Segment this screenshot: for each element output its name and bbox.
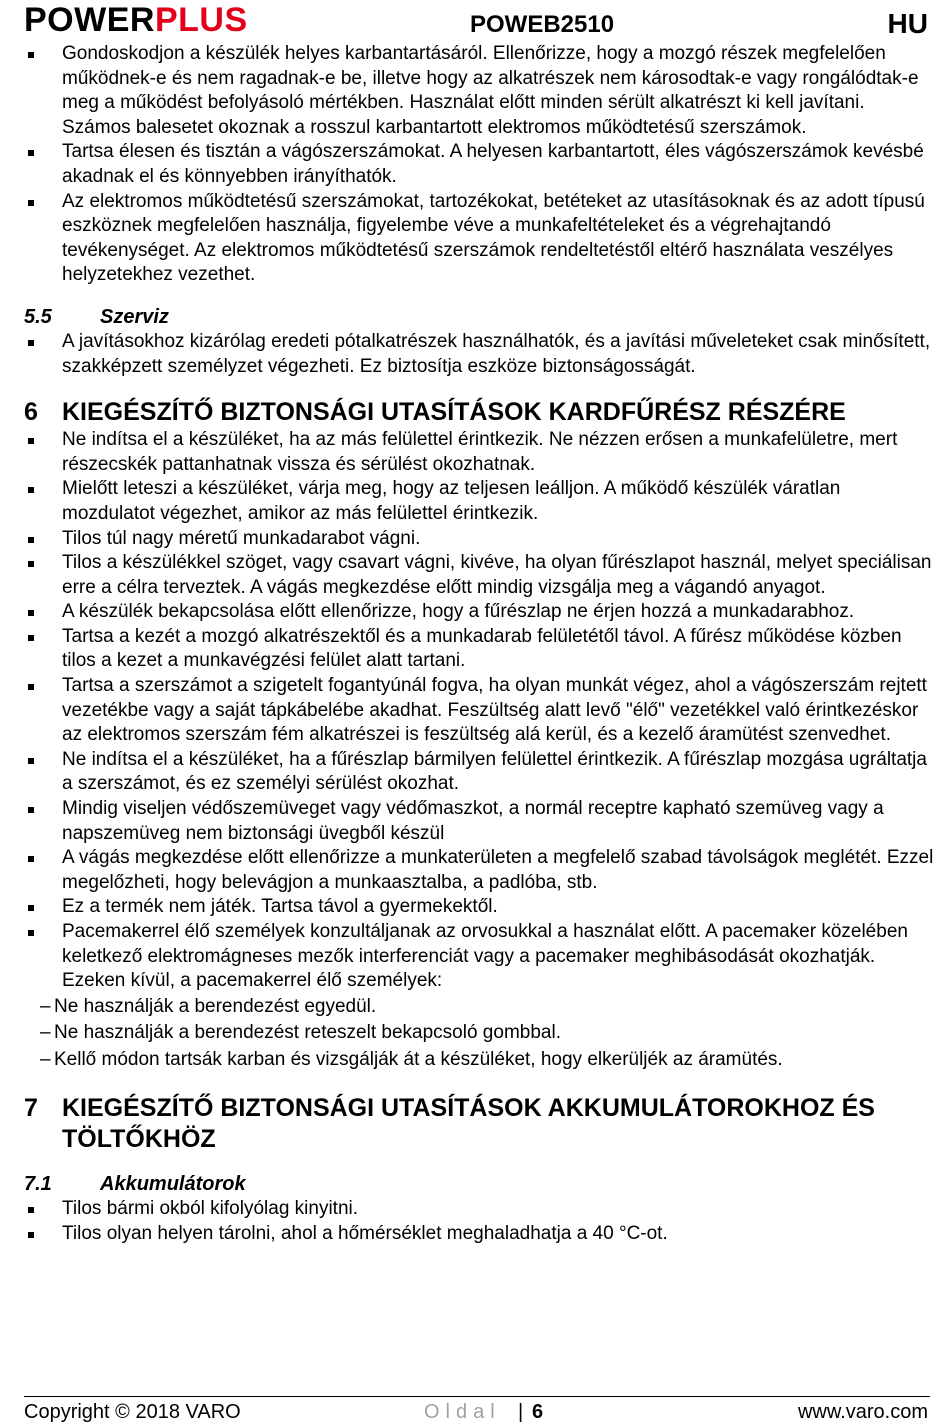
list-item: Tilos bármi okból kifolyólag kinyitni. [24, 1197, 934, 1222]
service-bullet-list [24, 330, 934, 379]
document-body [24, 42, 934, 1246]
list-item: Tartsa a szerszámot a szigetelt fogantyúnál fogva, ha olyan munkát végez, ahol a vágószerszám rejtett vezetékbe vagy a saját tápkábelébe akadhat. Feszültség alatt levő "élő" vezetékkel való érintkezéskor az elektromos szerszám fém alkatrészei is feszültség alá kerül, és a kezelő áramütést szenvedhet. [24, 674, 934, 748]
list-item: Az elektromos működtetésű szerszámokat, tartozékokat, betéteket az utasításoknak és az adott típusú eszköznek megfelelően használja, figyelembe véve a munkafeltételeket és a végrehajtandó tevékenységet. Az elektromos működtetésű szerszámok rendeltetéstől eltérő használata veszélyes helyzetekhez vezethet. [24, 190, 934, 288]
battery-bullet-list [24, 1197, 934, 1246]
logo-plus: PLUS [154, 1, 248, 39]
list-item: Tilos túl nagy méretű munkadarabot vágni. [24, 527, 934, 552]
page-footer [0, 1392, 950, 1424]
logo-power: POWER [24, 1, 155, 39]
list-item: Tartsa élesen és tisztán a vágószerszámokat. A helyesen karbantartott, éles vágószerszámok kevésbé akadnak el és könnyebben irányíthatók. [24, 140, 934, 189]
pacemaker-sub-item: – Ne használják a berendezést reteszelt bekapcsoló gombbal. [40, 1022, 561, 1044]
page-separator: | [518, 1401, 524, 1423]
list-item: Ne indítsa el a készüléket, ha az más felülettel érintkezik. Ne nézzen erősen a munkafelületre, mert részecskék pattanhatnak vissza és sérülést okozhatnak. [24, 428, 934, 477]
page-header [0, 0, 950, 44]
list-item: A készülék bekapcsolása előtt ellenőrizze, hogy a fűrészlap ne érjen hozzá a munkadarabhoz. [24, 600, 934, 625]
list-item: Ez a termék nem játék. Tartsa távol a gyermekektől. [24, 895, 934, 920]
pacemaker-sub-item: – Ne használják a berendezést egyedül. [40, 995, 377, 1017]
copyright-text: Copyright © 2018 VARO [24, 1401, 241, 1423]
chapter-heading-6: 6 KIEGÉSZÍTŐ BIZTONSÁGI UTASÍTÁSOK KARDFŰRÉSZ RÉSZÉRE [24, 398, 846, 427]
maintenance-bullet-list [24, 42, 934, 288]
list-item: Tilos olyan helyen tárolni, ahol a hőmérséklet meghaladhatja a 40 °C-ot. [24, 1222, 934, 1247]
list-item: Pacemakerrel élő személyek konzultáljanak az orvosukkal a használat előtt. A pacemaker közelében keletkező elektromágneses mezők interferenciát vagy a pacemaker meghibásodását okozhatják. Ezeken kívül, a pacemakerrel élő személyek: [24, 920, 934, 994]
list-item: Mielőtt leteszi a készüléket, várja meg, hogy az teljesen leálljon. A működő készülék váratlan mozdulatot végezhet, amikor az más felülettel érintkezik. [24, 477, 934, 526]
section-heading-5-5: 5.5 Szerviz [24, 305, 169, 328]
list-item: Mindig viseljen védőszemüveget vagy védőmaszkot, a normál receptre kapható szemüveg vagy a napszemüveg nem biztonsági üvegből készül [24, 797, 934, 846]
powerplus-logo [24, 0, 248, 40]
list-item: Ne indítsa el a készüléket, ha a fűrészlap bármilyen felülettel érintkezik. A fűrészlap mozgása ugráltatja a szerszámot, és ez személyi sérülést okozhat. [24, 748, 934, 797]
page-number: 6 [532, 1401, 544, 1423]
pacemaker-sub-item: – Kellő módon tartsák karban és vizsgálják át a készüléket, hogy elkerüljék az áramütés. [40, 1048, 783, 1070]
list-item: Gondoskodjon a készülék helyes karbantartásáról. Ellenőrizze, hogy a mozgó részek megfelelően működnek-e és nem ragadnak-e be, illetve hogy az alkatrészek nem károsodtak-e vagy rongálódtak-e meg a működést befolyásoló mértékben. Használat előtt minden sérült alkatrészt ki kell javítani. Számos balesetet okoznak a rosszul karbantartott elektromos működtetésű szerszámok. [24, 42, 934, 140]
list-item: A vágás megkezdése előtt ellenőrizze a munkaterületen a megfelelő szabad távolságok meglétét. Ezzel megelőzheti, hogy belevágjon a munkaasztalba, a padlóba, stb. [24, 846, 934, 895]
model-number: POWEB2510 [470, 11, 615, 38]
chapter-heading-7: 7 KIEGÉSZÍTŐ BIZTONSÁGI UTASÍTÁSOK AKKUMULÁTOROKHOZ ÉS TÖLTŐKHÖZ [24, 1094, 875, 1154]
list-item: Tartsa a kezét a mozgó alkatrészektől és a munkadarab felületétől távol. A fűrész működése közben tilos a kezet a munkavégzési felület alatt tartani. [24, 625, 934, 674]
website-link[interactable]: www.varo.com [797, 1401, 928, 1423]
language-code: HU [887, 8, 928, 39]
list-item: Tilos a készülékkel szöget, vagy csavart vágni, kivéve, ha olyan fűrészlapot használ, melyet speciálisan erre a célra terveztek. A vágás megkezdése előtt mindig vizsgálja meg a vágandó anyagot. [24, 551, 934, 600]
page-label: Oldal [424, 1401, 501, 1423]
section-heading-7-1: 7.1 Akkumulátorok [24, 1173, 246, 1196]
list-item: A javításokhoz kizárólag eredeti pótalkatrészek használhatók, és a javítási műveleteket csak minősített, szakképzett személyzet végezheti. Ez biztosítja eszköze biztonságosságát. [24, 330, 934, 379]
footer-divider [24, 1396, 930, 1397]
saw-safety-bullet-list [24, 428, 934, 994]
